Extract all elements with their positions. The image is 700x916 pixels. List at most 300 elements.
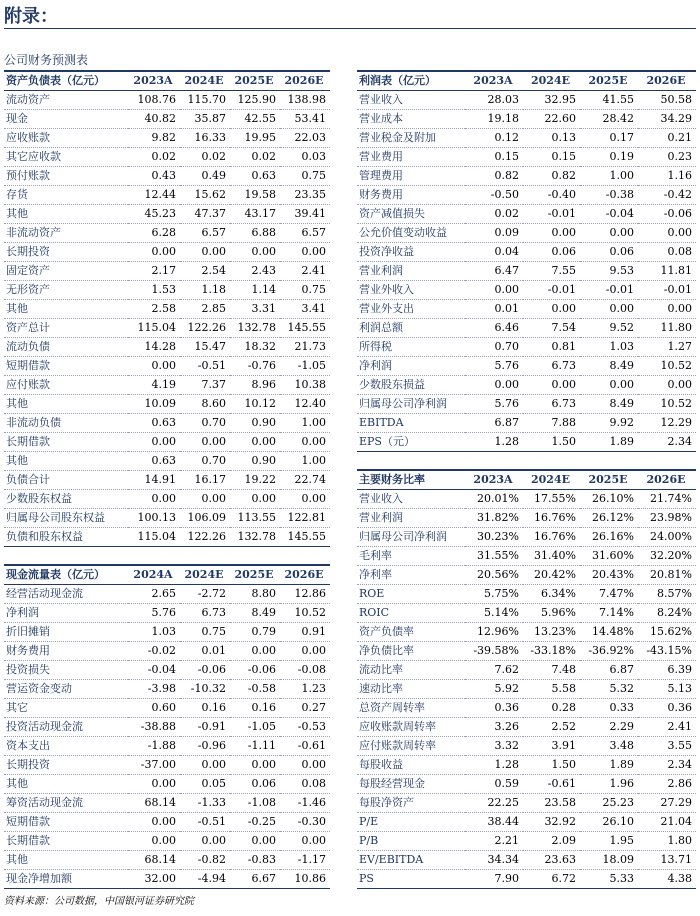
row-value: 1.14 (230, 281, 280, 300)
table-row (4, 414, 330, 433)
row-value: -0.91 (180, 718, 230, 737)
table-row (357, 813, 696, 832)
row-value: 7.55 (523, 262, 580, 281)
row-label: 资产总计 (4, 319, 128, 338)
table-row (357, 547, 696, 566)
row-value: 6.39 (638, 661, 696, 680)
row-value: 0.15 (465, 148, 523, 167)
table-row (4, 490, 330, 509)
row-label: 投资净收益 (357, 243, 465, 262)
row-value: 13.71 (638, 851, 696, 870)
table-row (4, 680, 330, 699)
year-header: 2026E (280, 71, 330, 91)
row-value: 8.60 (180, 395, 230, 414)
row-value: 19.58 (230, 186, 280, 205)
row-label: 非流动资产 (4, 224, 128, 243)
row-value: 0.00 (580, 224, 638, 243)
row-value: 0.81 (523, 338, 580, 357)
row-label: 应收账款 (4, 129, 128, 148)
table-row (357, 718, 696, 737)
heading-rule (4, 28, 696, 29)
page-heading: 附录： (4, 6, 58, 27)
table-row (4, 623, 330, 642)
row-value: -0.51 (180, 357, 230, 376)
row-value: 8.49 (580, 357, 638, 376)
row-label: 流动负债 (4, 338, 128, 357)
row-value: 0.16 (230, 699, 280, 718)
row-label: 负债合计 (4, 471, 128, 490)
table-row (357, 167, 696, 186)
row-value: 0.12 (465, 129, 523, 148)
table-row (357, 832, 696, 851)
row-value: 27.29 (638, 794, 696, 813)
row-value: 12.29 (638, 414, 696, 433)
table-row (357, 395, 696, 414)
table-row (4, 870, 330, 889)
row-label: 其他 (4, 775, 128, 794)
row-value: 31.82% (465, 509, 523, 528)
row-value: 19.22 (230, 471, 280, 490)
row-value: 3.41 (280, 300, 330, 319)
row-value: 1.89 (580, 433, 638, 452)
row-value: 26.10 (580, 813, 638, 832)
row-value: 5.92 (465, 680, 523, 699)
row-value: 22.03 (280, 129, 330, 148)
row-value: 18.32 (230, 338, 280, 357)
table-row (4, 376, 330, 395)
row-value: 2.34 (638, 433, 696, 452)
row-label: 营业收入 (357, 91, 465, 110)
row-value: 0.01 (465, 300, 523, 319)
row-value: -0.40 (523, 186, 580, 205)
row-value: 0.01 (180, 642, 230, 661)
row-value: 5.32 (580, 680, 638, 699)
row-value: 0.00 (280, 642, 330, 661)
row-value: 7.37 (180, 376, 230, 395)
row-value: 0.75 (280, 167, 330, 186)
row-value: 25.23 (580, 794, 638, 813)
row-value: 2.29 (580, 718, 638, 737)
row-label: 其他 (4, 300, 128, 319)
row-value: 125.90 (230, 91, 280, 110)
row-value: 1.53 (128, 281, 180, 300)
row-value: 23.35 (280, 186, 330, 205)
row-value: 0.00 (230, 433, 280, 452)
row-label: 非流动负债 (4, 414, 128, 433)
row-value: 3.55 (638, 737, 696, 756)
table-row (4, 756, 330, 775)
table-row (357, 775, 696, 794)
row-value: 2.54 (180, 262, 230, 281)
row-value: -0.53 (280, 718, 330, 737)
row-label: P/E (357, 813, 465, 832)
income-statement-table (357, 70, 696, 452)
row-value: 12.40 (280, 395, 330, 414)
year-header: 2023A (465, 470, 523, 490)
row-value: 12.44 (128, 186, 180, 205)
row-value: 6.34% (523, 585, 580, 604)
row-value: 8.57% (638, 585, 696, 604)
year-header: 2025E (580, 71, 638, 91)
row-value: 28.42 (580, 110, 638, 129)
row-label: 每股收益 (357, 756, 465, 775)
row-value: -1.05 (280, 357, 330, 376)
row-value: 23.98% (638, 509, 696, 528)
row-value: 1.27 (638, 338, 696, 357)
table-row (4, 737, 330, 756)
row-value: 0.23 (638, 148, 696, 167)
row-value: 22.74 (280, 471, 330, 490)
row-value: 8.24% (638, 604, 696, 623)
table-header-row (4, 565, 330, 585)
table-row (357, 148, 696, 167)
row-value: 108.76 (128, 91, 180, 110)
row-value: -0.01 (638, 281, 696, 300)
row-value: 5.76 (465, 357, 523, 376)
table-row (4, 110, 330, 129)
row-value: -10.32 (180, 680, 230, 699)
table-row (4, 91, 330, 110)
row-value: 0.02 (180, 148, 230, 167)
row-label: 所得税 (357, 338, 465, 357)
row-value: -0.76 (230, 357, 280, 376)
row-value: 1.95 (580, 832, 638, 851)
row-value: 0.00 (280, 756, 330, 775)
row-value: 0.00 (180, 832, 230, 851)
row-value: 0.00 (638, 376, 696, 395)
row-value: 3.91 (523, 737, 580, 756)
row-value: 20.42% (523, 566, 580, 585)
row-value: 0.00 (128, 832, 180, 851)
row-value: 16.17 (180, 471, 230, 490)
row-value: 14.28 (128, 338, 180, 357)
row-value: 0.00 (280, 243, 330, 262)
row-value: 1.03 (580, 338, 638, 357)
row-value: -0.06 (638, 205, 696, 224)
table-row (4, 186, 330, 205)
row-label: EV/EBITDA (357, 851, 465, 870)
row-value: 0.63 (128, 414, 180, 433)
year-header: 2026E (280, 565, 330, 585)
row-value: 7.47% (580, 585, 638, 604)
row-label: 归属母公司股东权益 (4, 509, 128, 528)
row-value: 21.73 (280, 338, 330, 357)
table-row (4, 832, 330, 851)
table-row (4, 699, 330, 718)
row-value: 0.15 (523, 148, 580, 167)
row-value: 0.00 (180, 433, 230, 452)
row-value: 0.75 (180, 623, 230, 642)
row-value: 0.59 (465, 775, 523, 794)
row-label: EBITDA (357, 414, 465, 433)
row-value: 32.20% (638, 547, 696, 566)
table-row (4, 528, 330, 547)
row-value: -43.15% (638, 642, 696, 661)
row-value: 26.16% (580, 528, 638, 547)
row-value: 16.76% (523, 509, 580, 528)
row-value: 0.00 (230, 756, 280, 775)
row-value: 31.60% (580, 547, 638, 566)
row-value: -0.58 (230, 680, 280, 699)
table-row (4, 585, 330, 604)
row-value: 1.00 (280, 414, 330, 433)
row-value: 10.52 (280, 604, 330, 623)
table-row (4, 395, 330, 414)
table-row (357, 357, 696, 376)
table-row (357, 91, 696, 110)
row-label: 固定资产 (4, 262, 128, 281)
row-value: -1.33 (180, 794, 230, 813)
row-value: -0.01 (523, 281, 580, 300)
row-value: 8.49 (580, 395, 638, 414)
row-value: 6.73 (180, 604, 230, 623)
table-row (357, 585, 696, 604)
row-value: -2.72 (180, 585, 230, 604)
row-value: 0.63 (128, 452, 180, 471)
table-row (357, 338, 696, 357)
table-row (357, 870, 696, 889)
row-label: 营业费用 (357, 148, 465, 167)
row-label: 其它 (4, 699, 128, 718)
row-value: 2.17 (128, 262, 180, 281)
row-label: 财务费用 (357, 186, 465, 205)
row-value: 0.00 (128, 357, 180, 376)
table-row (357, 604, 696, 623)
row-value: -1.46 (280, 794, 330, 813)
source-note: 资料来源：公司数据，中国银河证券研究院 (4, 896, 194, 907)
row-value: 7.48 (523, 661, 580, 680)
table-row (4, 718, 330, 737)
row-value: 0.00 (180, 756, 230, 775)
row-value: 6.87 (580, 661, 638, 680)
year-header: 2024E (523, 470, 580, 490)
row-value: 20.81% (638, 566, 696, 585)
row-value: 1.96 (580, 775, 638, 794)
row-value: 0.00 (180, 243, 230, 262)
row-value: 9.82 (128, 129, 180, 148)
row-value: 26.12% (580, 509, 638, 528)
row-value: 24.00% (638, 528, 696, 547)
row-value: 1.50 (523, 756, 580, 775)
table-title: 资产负债表（亿元） (4, 71, 128, 91)
row-value: 0.70 (465, 338, 523, 357)
row-value: 17.55% (523, 490, 580, 509)
table-row (4, 775, 330, 794)
row-value: 0.00 (280, 490, 330, 509)
table-row (4, 604, 330, 623)
row-value: 5.76 (128, 604, 180, 623)
table-row (357, 642, 696, 661)
row-value: 32.92 (523, 813, 580, 832)
row-label: 现金 (4, 110, 128, 129)
row-value: -0.06 (180, 661, 230, 680)
row-value: -36.92% (580, 642, 638, 661)
row-value: 19.18 (465, 110, 523, 129)
row-label: 公允价值变动收益 (357, 224, 465, 243)
row-value: 2.41 (280, 262, 330, 281)
row-value: 0.90 (230, 452, 280, 471)
row-value: 4.38 (638, 870, 696, 889)
row-value: 7.14% (580, 604, 638, 623)
row-value: 12.96% (465, 623, 523, 642)
row-value: 9.53 (580, 262, 638, 281)
row-label: 少数股东损益 (357, 376, 465, 395)
row-value: 5.14% (465, 604, 523, 623)
table-row (4, 642, 330, 661)
year-header: 2023A (128, 71, 180, 91)
table-row (357, 300, 696, 319)
row-value: 0.00 (280, 832, 330, 851)
row-value: 53.41 (280, 110, 330, 129)
row-value: -37.00 (128, 756, 180, 775)
row-label: EPS（元） (357, 433, 465, 452)
row-value: 8.96 (230, 376, 280, 395)
row-value: 115.70 (180, 91, 230, 110)
row-value: -0.42 (638, 186, 696, 205)
row-label: 管理费用 (357, 167, 465, 186)
table-title: 利润表（亿元） (357, 71, 465, 91)
row-label: 长期借款 (4, 832, 128, 851)
row-value: 0.70 (180, 452, 230, 471)
row-value: 2.86 (638, 775, 696, 794)
row-value: 0.00 (128, 243, 180, 262)
row-value: -1.05 (230, 718, 280, 737)
row-value: 2.09 (523, 832, 580, 851)
row-value: 6.46 (465, 319, 523, 338)
row-value: 0.00 (128, 490, 180, 509)
row-label: 长期投资 (4, 243, 128, 262)
row-label: 营业外支出 (357, 300, 465, 319)
row-value: 0.00 (180, 490, 230, 509)
row-label: 流动资产 (4, 91, 128, 110)
row-label: ROIC (357, 604, 465, 623)
table-row (357, 737, 696, 756)
row-label: 营业成本 (357, 110, 465, 129)
row-label: 每股净资产 (357, 794, 465, 813)
row-value: 68.14 (128, 851, 180, 870)
row-value: 50.58 (638, 91, 696, 110)
row-value: 0.05 (180, 775, 230, 794)
row-label: ROE (357, 585, 465, 604)
row-value: 0.49 (180, 167, 230, 186)
row-value: 8.80 (230, 585, 280, 604)
row-value: 122.26 (180, 528, 230, 547)
row-value: 0.09 (465, 224, 523, 243)
row-value: 6.87 (465, 414, 523, 433)
row-value: 22.60 (523, 110, 580, 129)
row-value: 2.85 (180, 300, 230, 319)
table-row (357, 281, 696, 300)
row-value: 0.43 (128, 167, 180, 186)
row-value: -0.61 (523, 775, 580, 794)
table-title: 现金流量表（亿元） (4, 565, 128, 585)
row-value: 0.06 (580, 243, 638, 262)
row-label: 总资产周转率 (357, 699, 465, 718)
row-value: 15.62% (638, 623, 696, 642)
row-value: 39.41 (280, 205, 330, 224)
row-value: 30.23% (465, 528, 523, 547)
row-label: 速动比率 (357, 680, 465, 699)
row-value: -0.82 (180, 851, 230, 870)
table-row (357, 851, 696, 870)
row-value: 40.82 (128, 110, 180, 129)
table-row (4, 851, 330, 870)
row-value: -0.50 (465, 186, 523, 205)
row-label: 其他 (4, 452, 128, 471)
table-row (4, 471, 330, 490)
row-value: 0.70 (180, 414, 230, 433)
table-row (4, 794, 330, 813)
row-value: 0.04 (465, 243, 523, 262)
row-label: 毛利率 (357, 547, 465, 566)
row-value: 0.00 (128, 813, 180, 832)
row-value: 0.00 (523, 300, 580, 319)
row-label: 资本支出 (4, 737, 128, 756)
row-value: 15.47 (180, 338, 230, 357)
row-value: -1.08 (230, 794, 280, 813)
row-label: 应付账款 (4, 376, 128, 395)
row-value: 2.65 (128, 585, 180, 604)
row-value: 12.86 (280, 585, 330, 604)
row-value: 7.54 (523, 319, 580, 338)
row-label: 其它应收款 (4, 148, 128, 167)
table-row (4, 205, 330, 224)
table-row (357, 566, 696, 585)
row-value: 1.23 (280, 680, 330, 699)
row-value: 10.52 (638, 357, 696, 376)
row-value: 0.27 (280, 699, 330, 718)
row-value: 14.91 (128, 471, 180, 490)
row-value: 0.82 (465, 167, 523, 186)
row-value: 0.02 (465, 205, 523, 224)
row-value: -3.98 (128, 680, 180, 699)
row-value: 19.95 (230, 129, 280, 148)
row-value: 0.06 (523, 243, 580, 262)
row-value: 14.48% (580, 623, 638, 642)
row-value: 20.01% (465, 490, 523, 509)
row-label: 筹资活动现金流 (4, 794, 128, 813)
row-value: 7.62 (465, 661, 523, 680)
row-label: 每股经营现金 (357, 775, 465, 794)
year-header: 2025E (230, 565, 280, 585)
table-row (4, 262, 330, 281)
row-value: 0.75 (280, 281, 330, 300)
row-label: 少数股东权益 (4, 490, 128, 509)
row-value: 11.81 (638, 262, 696, 281)
row-value: 20.43% (580, 566, 638, 585)
row-label: 折旧摊销 (4, 623, 128, 642)
row-label: 利润总额 (357, 319, 465, 338)
row-value: -0.01 (580, 281, 638, 300)
row-value: 0.60 (128, 699, 180, 718)
row-value: -0.06 (230, 661, 280, 680)
row-value: 115.04 (128, 528, 180, 547)
row-value: 10.86 (280, 870, 330, 889)
table-row (4, 357, 330, 376)
table-row (4, 281, 330, 300)
row-value: 0.00 (128, 433, 180, 452)
row-value: 10.38 (280, 376, 330, 395)
row-value: 22.25 (465, 794, 523, 813)
row-label: 营业税金及附加 (357, 129, 465, 148)
table-row (4, 338, 330, 357)
row-value: -0.04 (128, 661, 180, 680)
row-label: 预付账款 (4, 167, 128, 186)
table-row (357, 680, 696, 699)
row-label: 存货 (4, 186, 128, 205)
row-label: 其他 (4, 205, 128, 224)
row-label: 净利润 (4, 604, 128, 623)
